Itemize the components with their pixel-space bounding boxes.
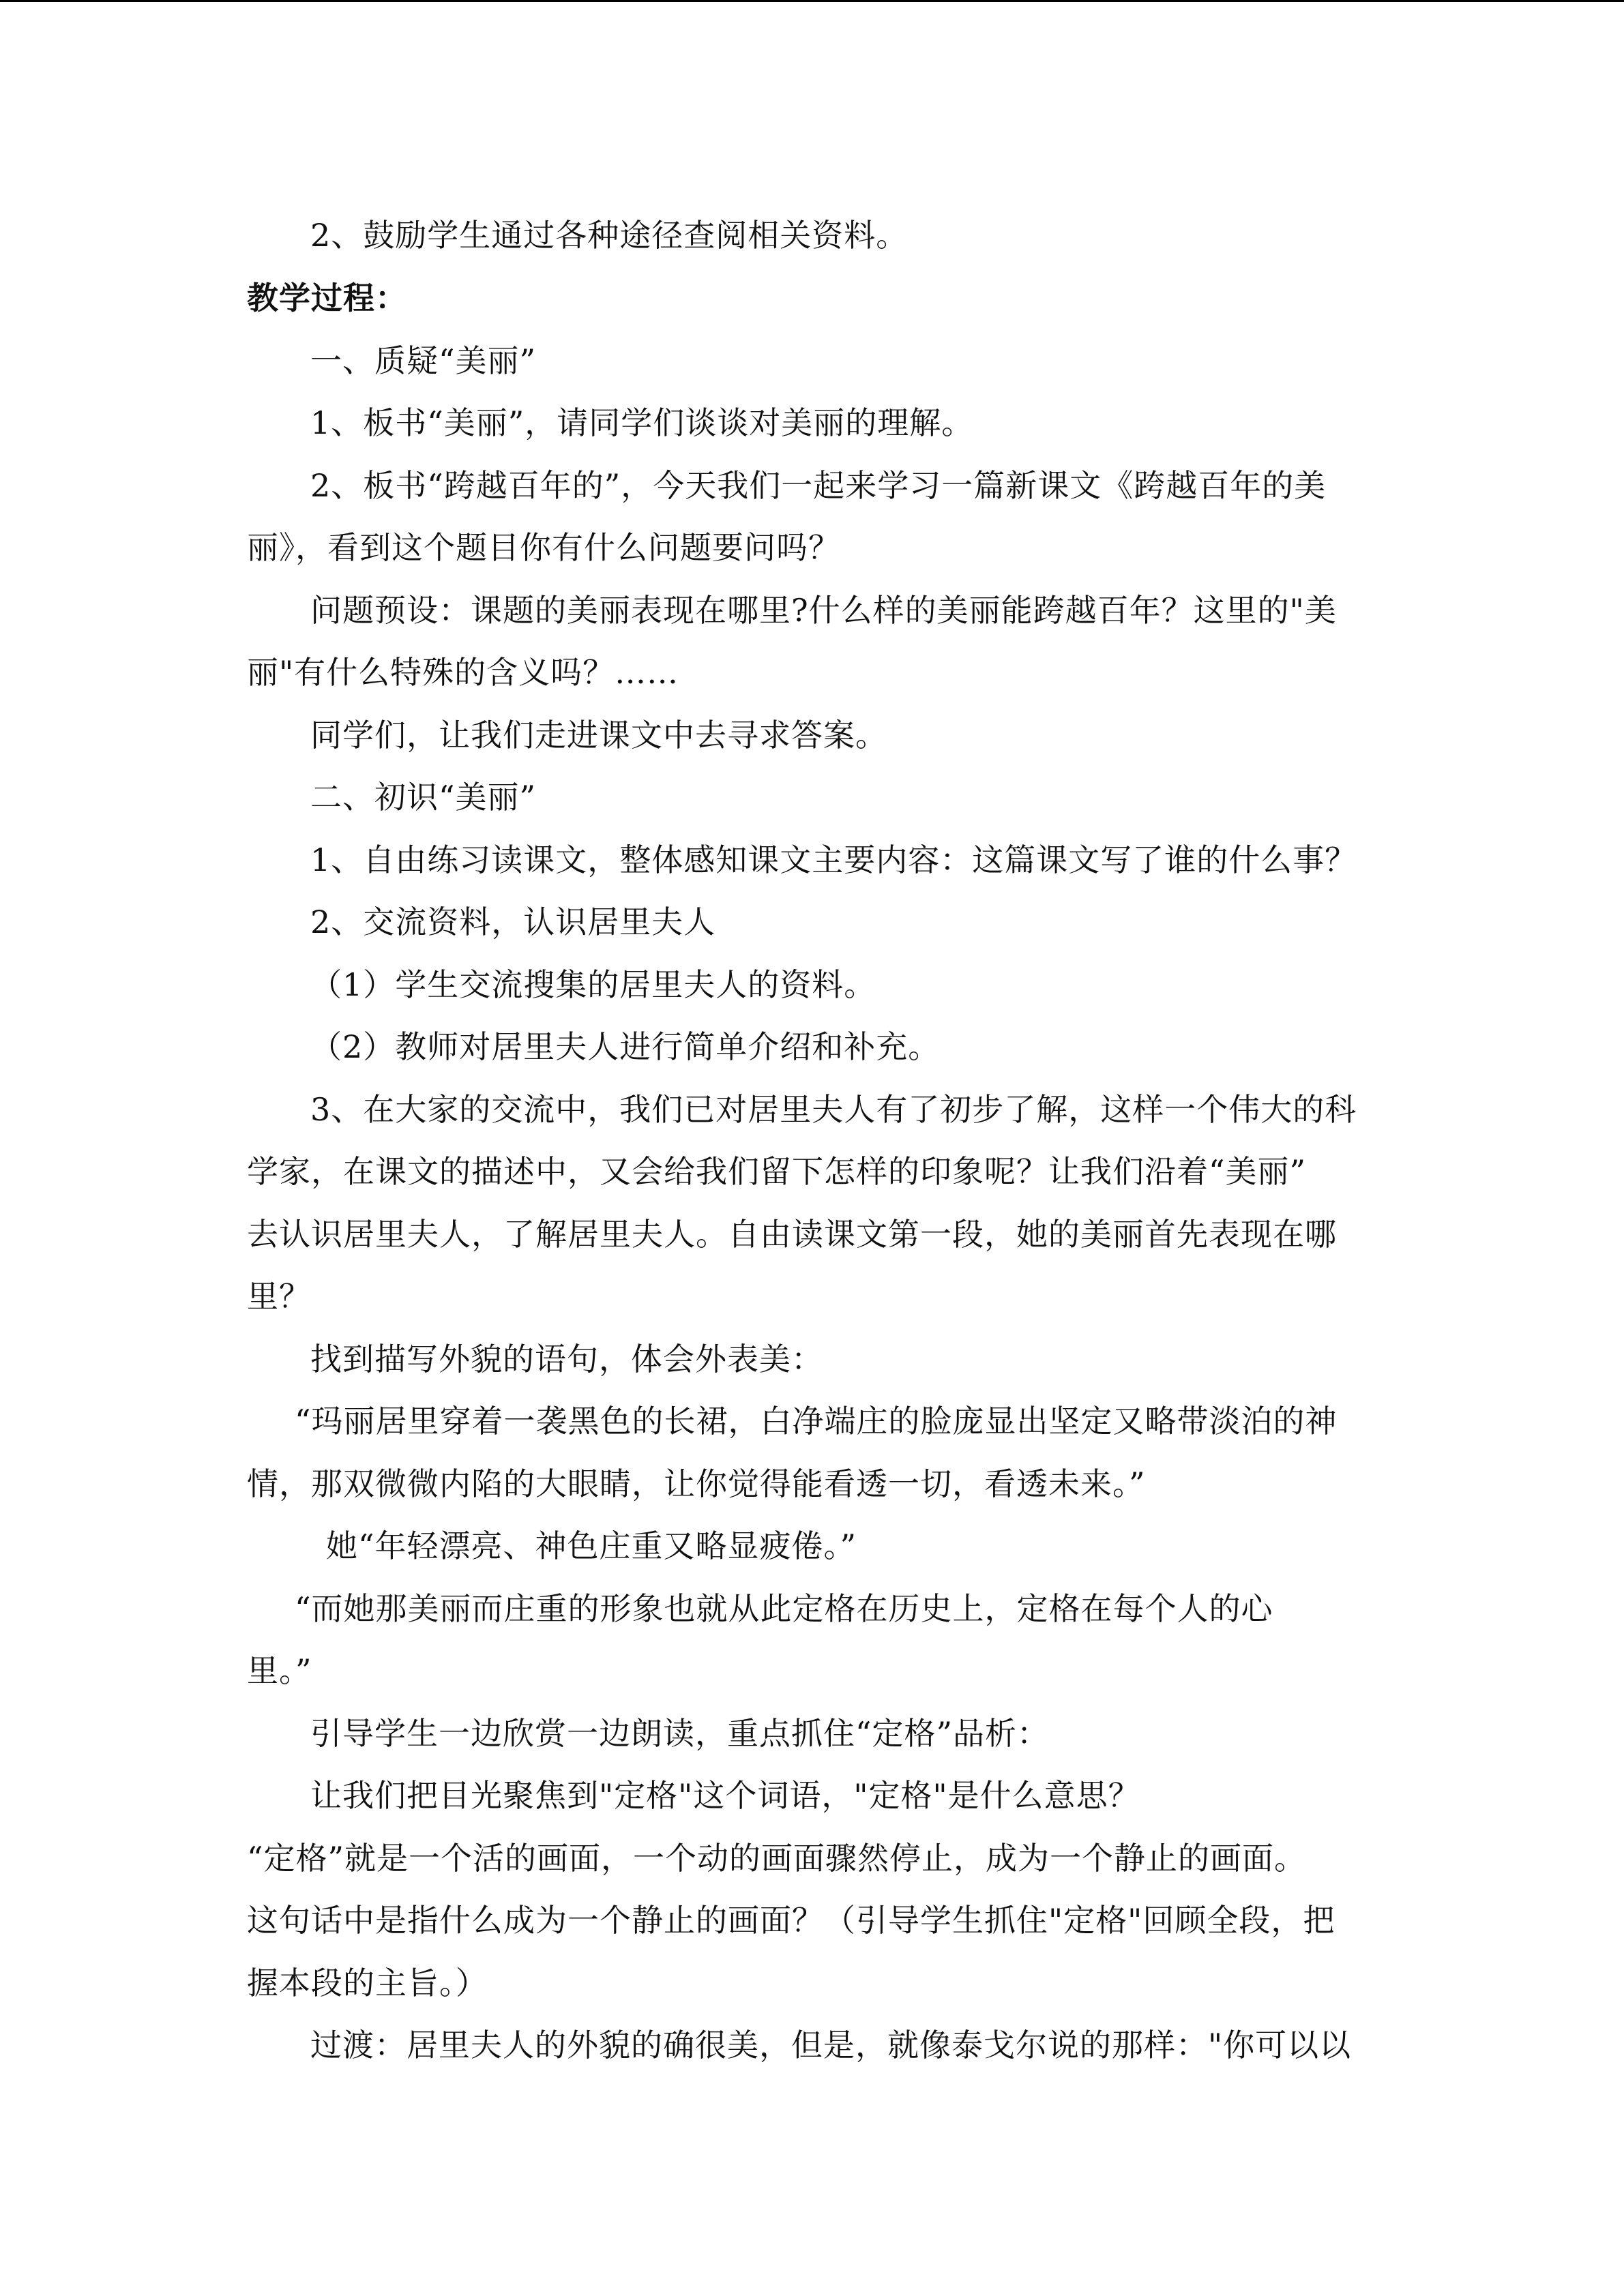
section-heading: 教学过程： xyxy=(247,280,407,316)
text-line: 学家，在课文的描述中，又会给我们留下怎样的印象呢？让我们沿着“美丽” xyxy=(247,1153,1307,1190)
quote-line: 她“年轻漂亮、神色庄重又略显疲倦。” xyxy=(326,1527,857,1564)
text-line: （1）学生交流搜集的居里夫人的资料。 xyxy=(310,966,876,1003)
subheading: 二、初识“美丽” xyxy=(310,779,537,816)
text-line: 1、自由练习读课文，整体感知课文主要内容：这篇课文写了谁的什么事？ xyxy=(310,841,1357,878)
text-line: 去认识居里夫人，了解居里夫人。自由读课文第一段，她的美丽首先表现在哪 xyxy=(247,1216,1337,1253)
text-line: 丽"有什么特殊的含义吗？…… xyxy=(247,654,679,691)
quote-line: “而她那美丽而庄重的形象也就从此定格在历史上，定格在每个人的心 xyxy=(295,1590,1273,1627)
quote-line: 情，那双微微内陷的大眼睛，让你觉得能看透一切，看透未来。” xyxy=(247,1465,1146,1502)
text-line: “定格”就是一个活的画面，一个动的画面骤然停止，成为一个静止的画面。 xyxy=(247,1840,1307,1877)
text-line: 让我们把目光聚焦到"定格"这个词语，"定格"是什么意思？ xyxy=(310,1777,1140,1814)
text-line: 1、板书“美丽”，请同学们谈谈对美丽的理解。 xyxy=(310,404,974,441)
text-line: 里？ xyxy=(247,1278,311,1315)
text-line: 丽》，看到这个题目你有什么问题要问吗？ xyxy=(247,529,840,566)
text-line: 2、交流资料，认识居里夫人 xyxy=(310,904,716,940)
quote-line: 里。” xyxy=(247,1652,312,1689)
text-line: 3、在大家的交流中，我们已对居里夫人有了初步了解，这样一个伟大的科 xyxy=(310,1091,1357,1128)
text-line: 同学们，让我们走进课文中去寻求答案。 xyxy=(310,717,887,754)
subheading: 一、质疑“美丽” xyxy=(310,342,537,379)
quote-line: “玛丽居里穿着一袭黑色的长裙，白净端庄的脸庞显出坚定又略带淡泊的神 xyxy=(295,1403,1338,1440)
text-line: 握本段的主旨。） xyxy=(247,1965,488,2001)
text-line: 找到描写外貌的语句，体会外表美： xyxy=(310,1341,823,1377)
text-line: 这句话中是指什么成为一个静止的画面？（引导学生抓住"定格"回顾全段，把 xyxy=(247,1902,1335,1939)
text-line: 2、板书“跨越百年的”，今天我们一起来学习一篇新课文《跨越百年的美 xyxy=(310,467,1327,504)
text-line: 引导学生一边欣赏一边朗读，重点抓住“定格”品析： xyxy=(310,1715,1050,1752)
text-line: 问题预设：课题的美丽表现在哪里?什么样的美丽能跨越百年？这里的"美 xyxy=(310,592,1337,629)
text-line: 过渡：居里夫人的外貌的确很美，但是，就像泰戈尔说的那样："你可以以 xyxy=(310,2027,1352,2063)
text-line: （2）教师对居里夫人进行简单介绍和补充。 xyxy=(310,1028,941,1065)
text-line: 2、鼓励学生通过各种途径查阅相关资料。 xyxy=(310,217,909,254)
